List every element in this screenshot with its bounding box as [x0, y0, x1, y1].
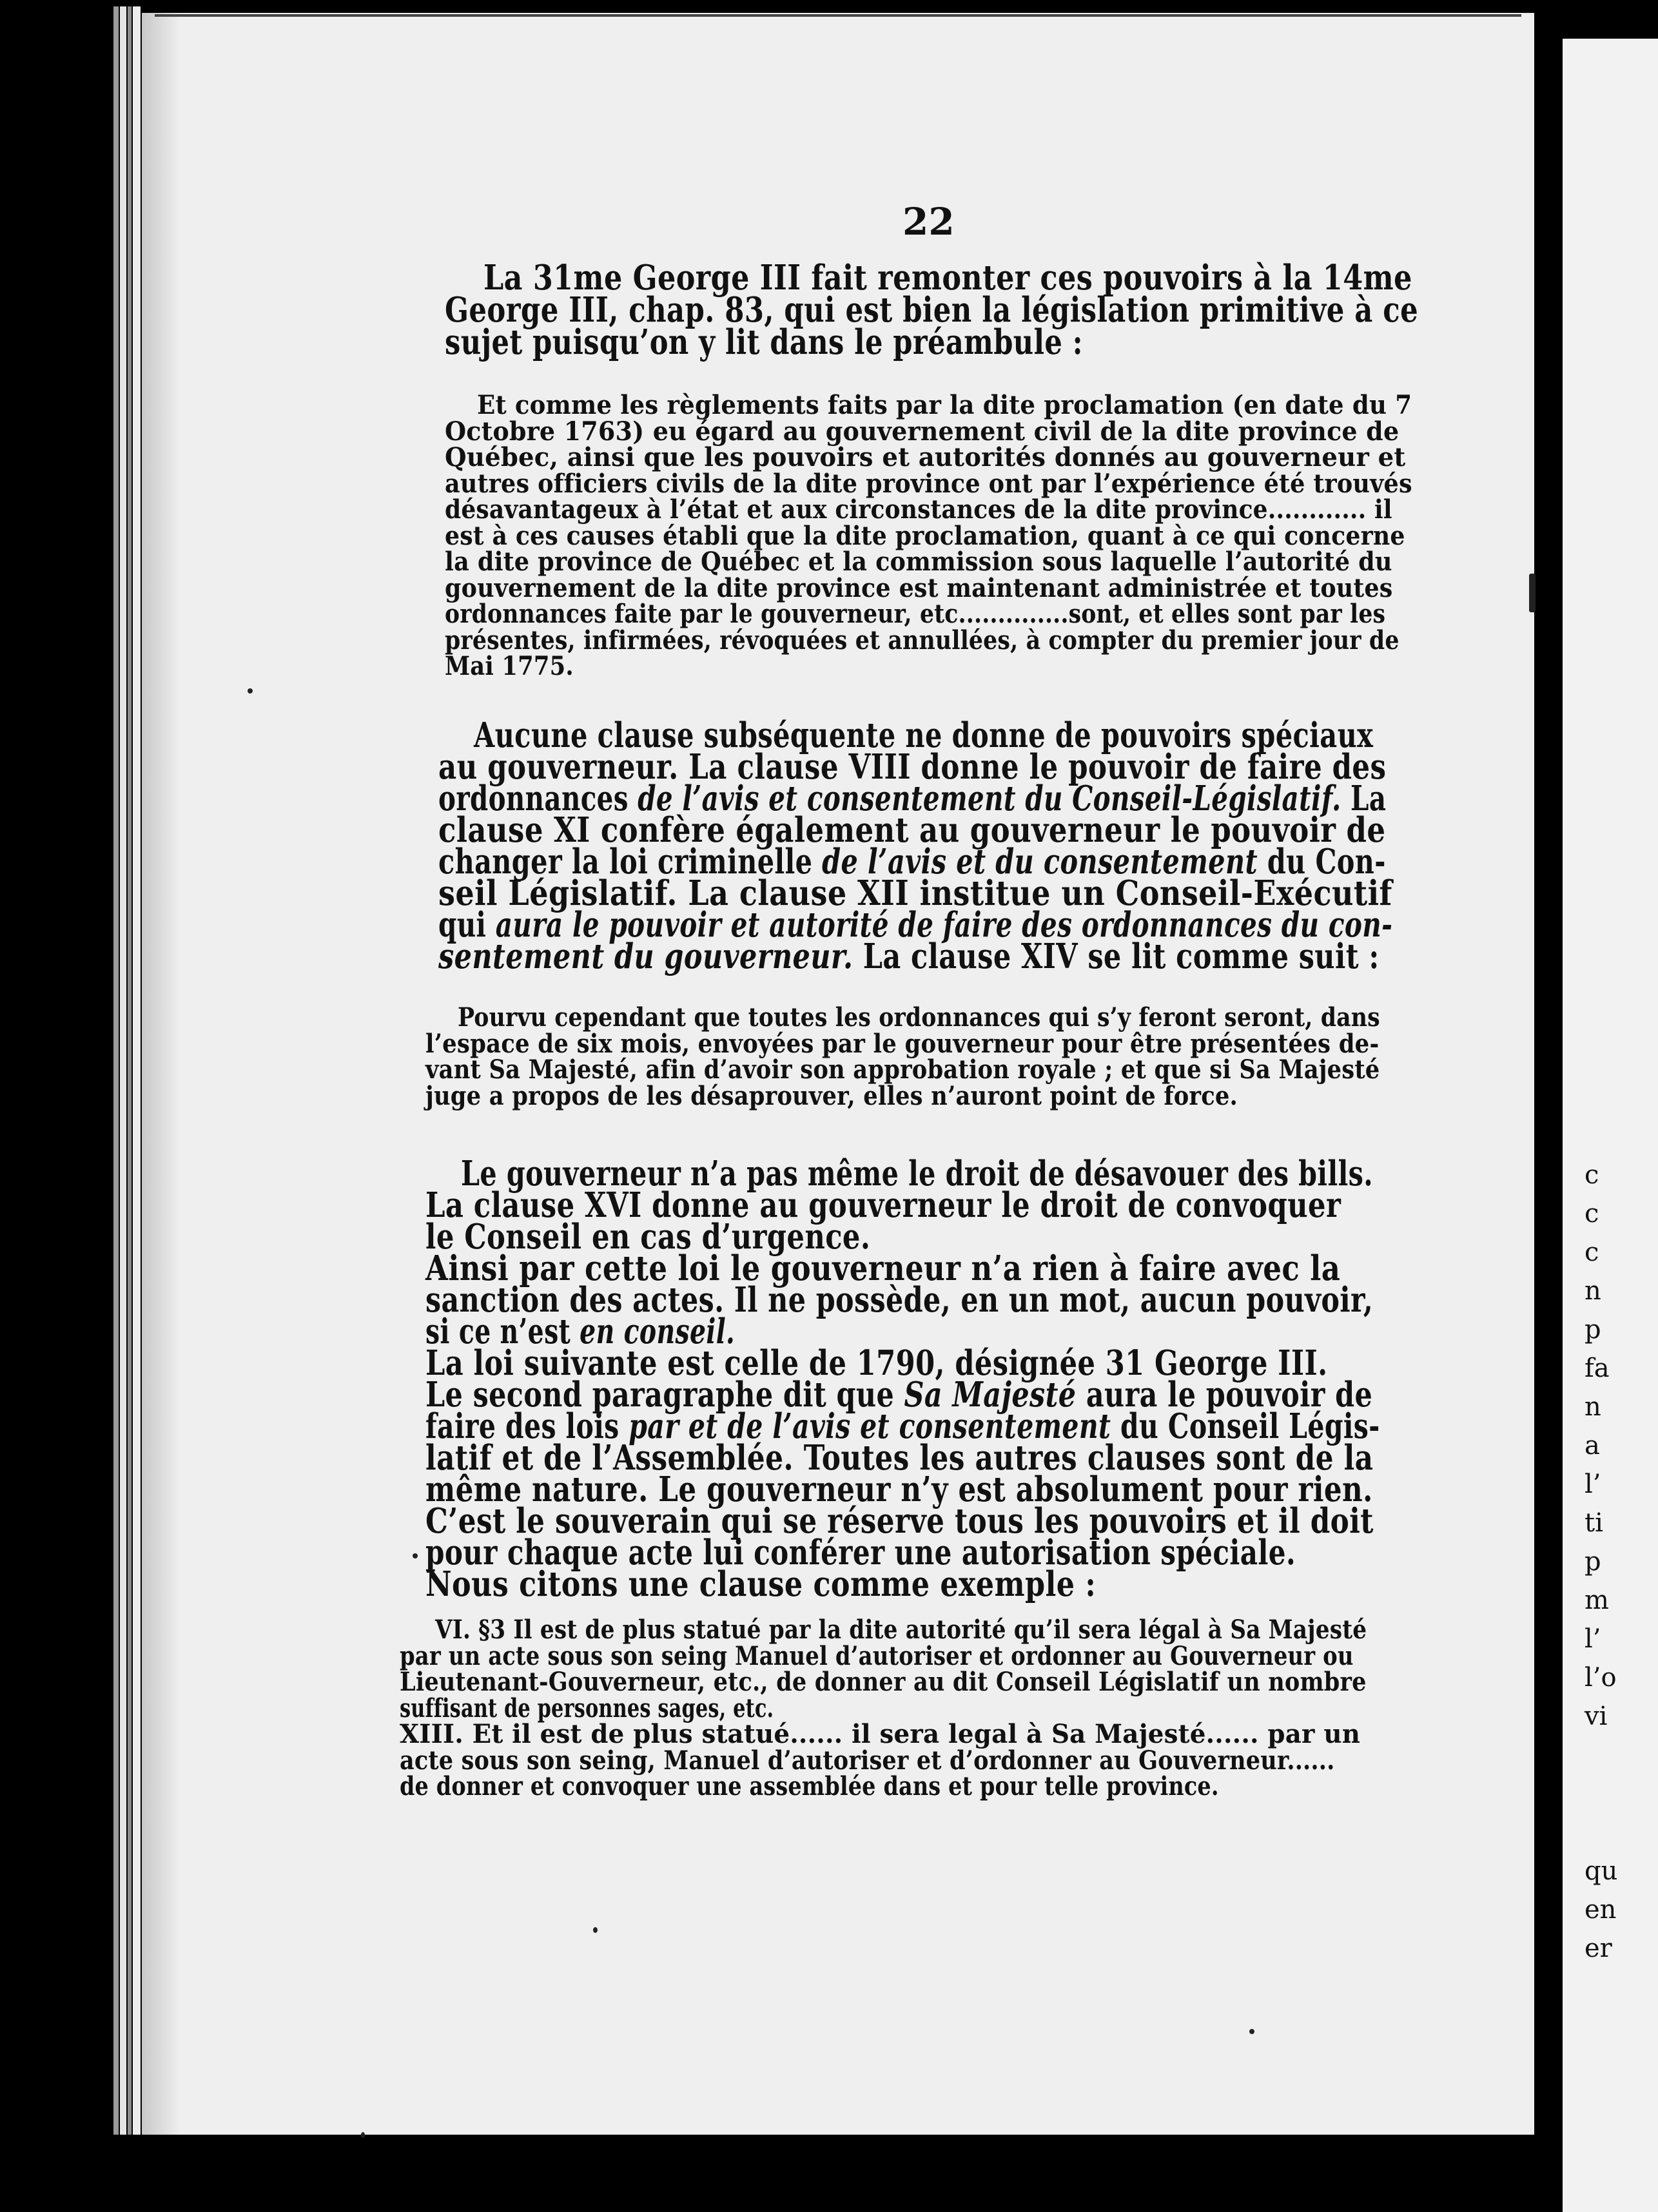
facing-page-fragment: c	[1585, 1160, 1599, 1190]
text-line: Pourvu cependant que toutes les ordonnances qui s’y feront seront, dans	[458, 1002, 1380, 1033]
page-top-edge	[155, 14, 1521, 17]
text-line: Nous citons une clause comme exemple :	[425, 1564, 1097, 1604]
text-line: Et comme les règlements faits par la dite proclamation (en date du 7	[477, 390, 1412, 420]
text-line: La clause XVI donne au gouverneur le droit de convoquer	[425, 1185, 1341, 1225]
facing-page-fragment: p	[1585, 1547, 1601, 1577]
facing-page-fragment: c	[1585, 1237, 1599, 1267]
dust-speck	[361, 2132, 365, 2138]
page-edge	[120, 6, 126, 2135]
text-line: l’espace de six mois, envoyées par le gouverneur pour être présentées de-	[425, 1028, 1380, 1059]
facing-page	[1563, 39, 1658, 2212]
text-line: si ce n’est en conseil.	[425, 1312, 736, 1352]
text-line: sujet puisqu’on y lit dans le préambule :	[445, 322, 1084, 362]
facing-page-fragment: fa	[1585, 1353, 1610, 1383]
page-edge	[133, 6, 141, 2135]
text-line: La 31me George III fait remonter ces pouvoirs à la 14me	[483, 258, 1412, 298]
text-line: est à ces causes établi que la dite proclamation, quant à ce qui concerne	[445, 520, 1405, 551]
facing-page-fragment: ti	[1585, 1508, 1603, 1538]
text-line: présentes, infirmées, révoquées et annullées, à compter du premier jour de	[445, 625, 1400, 655]
text-line: pour chaque acte lui conférer une autorisation spéciale.	[425, 1533, 1296, 1573]
text-line: le Conseil en cas d’urgence.	[425, 1217, 871, 1257]
dust-speck	[1249, 2029, 1254, 2034]
text-line: clause XI confère également au gouverneur le pouvoir de	[438, 810, 1386, 850]
text-line: Le second paragraphe dit que Sa Majesté aura le pouvoir de	[425, 1375, 1373, 1415]
text-line: George III, chap. 83, qui est bien la législation primitive à ce	[445, 290, 1419, 330]
text-line: sentement du gouverneur. La clause XIV se lit comme suit :	[438, 936, 1380, 976]
text-line: vant Sa Majesté, afin d’avoir son approbation royale ; et que si Sa Majesté	[425, 1054, 1380, 1085]
text-line: gouvernement de la dite province est maintenant administrée et toutes	[445, 572, 1393, 603]
text-line: seil Législatif. La clause XII institue un Conseil-Exécutif	[438, 873, 1392, 913]
binding-mark	[1529, 574, 1536, 612]
text-line: sanction des actes. Il ne possède, en un mot, aucun pouvoir,	[425, 1280, 1374, 1320]
text-line: la dite province de Québec et la commission sous laquelle l’autorité du	[445, 547, 1392, 577]
dust-speck	[413, 1553, 418, 1558]
text-line: ordonnances de l’avis et consentement du Conseil-Législatif. La	[438, 779, 1387, 819]
facing-page-fragment: n	[1585, 1392, 1601, 1422]
facing-page-fragment: l’	[1585, 1470, 1601, 1499]
text-line: qui aura le pouvoir et autorité de faire des ordonnances du con-	[438, 905, 1393, 945]
text-line: C’est le souverain qui se réserve tous les pouvoirs et il doit	[425, 1501, 1374, 1541]
text-line: ordonnances faite par le gouverneur, etc..............sont, et elles sont par les	[445, 599, 1386, 629]
facing-page-fragment: l’	[1585, 1624, 1601, 1654]
facing-page-fragment: c	[1585, 1199, 1599, 1228]
text-line: par un acte sous son seing Manuel d’autoriser et ordonner au Gouverneur ou	[400, 1640, 1354, 1671]
text-line: Mai 1775.	[445, 651, 574, 681]
text-line: Le gouverneur n’a pas même le droit de désavouer des bills.	[461, 1154, 1374, 1194]
facing-page-fragment: m	[1585, 1586, 1609, 1615]
text-line: Aucune clause subséquente ne donne de pouvoirs spéciaux	[474, 715, 1374, 755]
gutter-shadow	[142, 13, 180, 2135]
text-line: Octobre 1763) eu égard au gouvernement civil de la dite province de	[445, 416, 1400, 447]
facing-page-fragment: er	[1585, 1934, 1612, 1963]
text-line: suffisant de personnes sages, etc.	[400, 1693, 774, 1723]
dust-speck	[593, 1927, 598, 1933]
text-line: désavantageux à l’état et aux circonstances de la dite province............ il	[445, 494, 1392, 525]
text-line: de donner et convoquer une assemblée dans et pour telle province.	[400, 1771, 1219, 1801]
facing-page-fragment: p	[1585, 1315, 1601, 1344]
text-line: autres officiers civils de la dite province ont par l’expérience été trouvés	[445, 468, 1412, 499]
text-line: même nature. Le gouverneur n’y est absolument pour rien.	[425, 1470, 1373, 1509]
facing-page-fragment: l’o	[1585, 1663, 1617, 1693]
page-edge	[113, 6, 119, 2135]
text-line: latif et de l’Assemblée. Toutes les autres clauses sont de la	[425, 1438, 1374, 1478]
facing-page-fragment: vi	[1585, 1702, 1608, 1731]
text-line: VI. §3 Il est de plus statué par la dite autorité qu’il sera légal à Sa Majesté	[435, 1615, 1367, 1645]
facing-page-fragment: n	[1585, 1276, 1601, 1306]
text-line: juge a propos de les désaprouver, elles n’auront point de force.	[425, 1080, 1238, 1111]
text-line: Lieutenant-Gouverneur, etc., de donner au dit Conseil Législatif un nombre	[400, 1667, 1367, 1697]
text-line: changer la loi criminelle de l’avis et du consentement du Con-	[438, 842, 1386, 882]
facing-page-fragment: a	[1585, 1431, 1600, 1460]
dust-speck	[248, 688, 253, 694]
text-line: La loi suivante est celle de 1790, désignée 31 George III.	[425, 1343, 1328, 1383]
text-line: Ainsi par cette loi le gouverneur n’a rien à faire avec la	[425, 1248, 1341, 1288]
page-number: 22	[902, 200, 955, 244]
page-edge	[128, 6, 132, 2135]
facing-page-fragment: en	[1585, 1895, 1617, 1925]
text-line: XIII. Et il est de plus statué...... il sera legal à Sa Majesté...... par un	[400, 1719, 1361, 1749]
facing-page-fragment: qu	[1585, 1856, 1618, 1886]
text-line: Québec, ainsi que les pouvoirs et autorités donnés au gouverneur et	[445, 442, 1406, 472]
text-line: faire des lois par et de l’avis et consentement du Conseil Légis-	[425, 1406, 1380, 1446]
text-line: acte sous son seing, Manuel d’autoriser et d’ordonner au Gouverneur......	[400, 1745, 1335, 1776]
text-line: au gouverneur. La clause VIII donne le pouvoir de faire des	[438, 747, 1387, 787]
